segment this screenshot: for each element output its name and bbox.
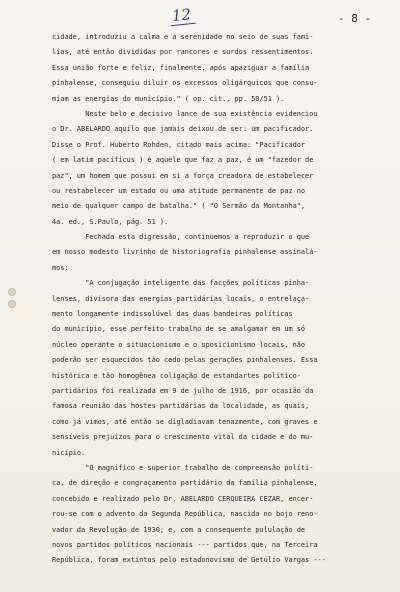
text-line: famosa reunião das hostes partidárias da localidade, as quais, — [52, 402, 310, 411]
text-line: lias, até então divididas por rancores e surdos ressentimentos. — [52, 48, 314, 57]
text-line: novos partidos políticos nacionais --- partidos que, na Terceira — [52, 540, 318, 549]
text-line: pinhalense, conseguiu diluir os excessos oligárquicos que consu- — [52, 79, 318, 88]
text-line: paz", um homem que possui em si a força creadora de estabelecer — [52, 171, 314, 180]
text-line: partidários foi realizada em 9 de julho de 1916, por ocasião da — [52, 386, 314, 395]
text-line: meio de qualquer campo de batalha." ( "O Sermão da Montanha", — [52, 202, 306, 211]
text-line: ca, de direção e congraçamento partidário da família pinhalense, — [52, 479, 318, 488]
handwritten-page-number: 12 — [169, 5, 196, 27]
text-line: 4a. ed., S.Paulo, pág. 51 ). — [52, 217, 169, 226]
text-line: como já vimos, até então se digladiavam tenazmente, com graves e — [52, 417, 318, 426]
text-line: o Dr. ABELARDO aquilo que jamais deixou de ser: um pacificador. — [52, 125, 314, 134]
binder-hole — [8, 300, 16, 308]
text-line: rou-se com o advento da Segunda República, nascida no bojo reno- — [52, 510, 318, 519]
text-line: ou restabelecer um estado ou uma atitude permanente de paz no — [52, 186, 306, 195]
text-line: concebido e realizado pelo Dr. ABELARDO CERQUEIRA CEZAR, encer- — [52, 494, 314, 503]
text-line: do município, esse perfeito trabalho de se amalgamar em um só — [52, 325, 306, 334]
text-line: poderão ser esquecidos tão cedo pelas gerações pinhalenses. Essa — [52, 356, 318, 365]
body-text — [52, 30, 396, 569]
text-line: núcleo operante o situacionismo e o oposicionismo locais, não — [52, 340, 306, 349]
text-line: histórica e tão homogênea coligação de estandartes político- — [52, 371, 301, 380]
text-line: "A conjugação inteligente das facções políticas pinha- — [52, 279, 310, 288]
text-line: Essa união forte e feliz, finalmente, após apaziguar a família — [52, 63, 310, 72]
binder-hole — [8, 288, 16, 296]
page-number: - 8 - — [338, 12, 372, 25]
text-line: Neste belo e decisivo lance de sua existência evidenciou — [52, 109, 318, 118]
text-line: vador da Revolução de 1930; e, com a consequente pululação de — [52, 525, 306, 534]
text-line: lenses, divisora das energias partidárias locais, o entrelaça- — [52, 294, 310, 303]
text-line: "O magnífico e superior trabalho de compreensão políti- — [52, 463, 314, 472]
text-line: mento longamente indissolúvel das duas bandeiras políticas — [52, 310, 293, 319]
text-line: miam as energias do município." ( op. cit., pp. 50/51 ). — [52, 94, 285, 103]
text-line: em nosso modesto livrinho de historiografia pinhalense assinalá- — [52, 248, 318, 257]
text-line: República, foram extintos pelo estadonovismo de Getúlio Vargas --- — [52, 556, 326, 565]
text-line: sensíveis prejuízos para o crescimento vital da cidade e do mu- — [52, 433, 314, 442]
text-line: Fechada esta digressão, continuemos a reproduzir o que — [52, 233, 310, 242]
text-line: Disse o Prof. Huberto Rohden, citado mais acima: "Pacificador — [52, 140, 306, 149]
text-line: cidade, introduziu a calma e a serenidade no seio de suas famí- — [52, 33, 314, 41]
text-line: ( em latim pacificus ) é aquele que faz a paz, é um "fazedor de — [52, 156, 314, 165]
text-line: nicípio. — [52, 448, 86, 457]
text-line: mos: — [52, 263, 69, 272]
